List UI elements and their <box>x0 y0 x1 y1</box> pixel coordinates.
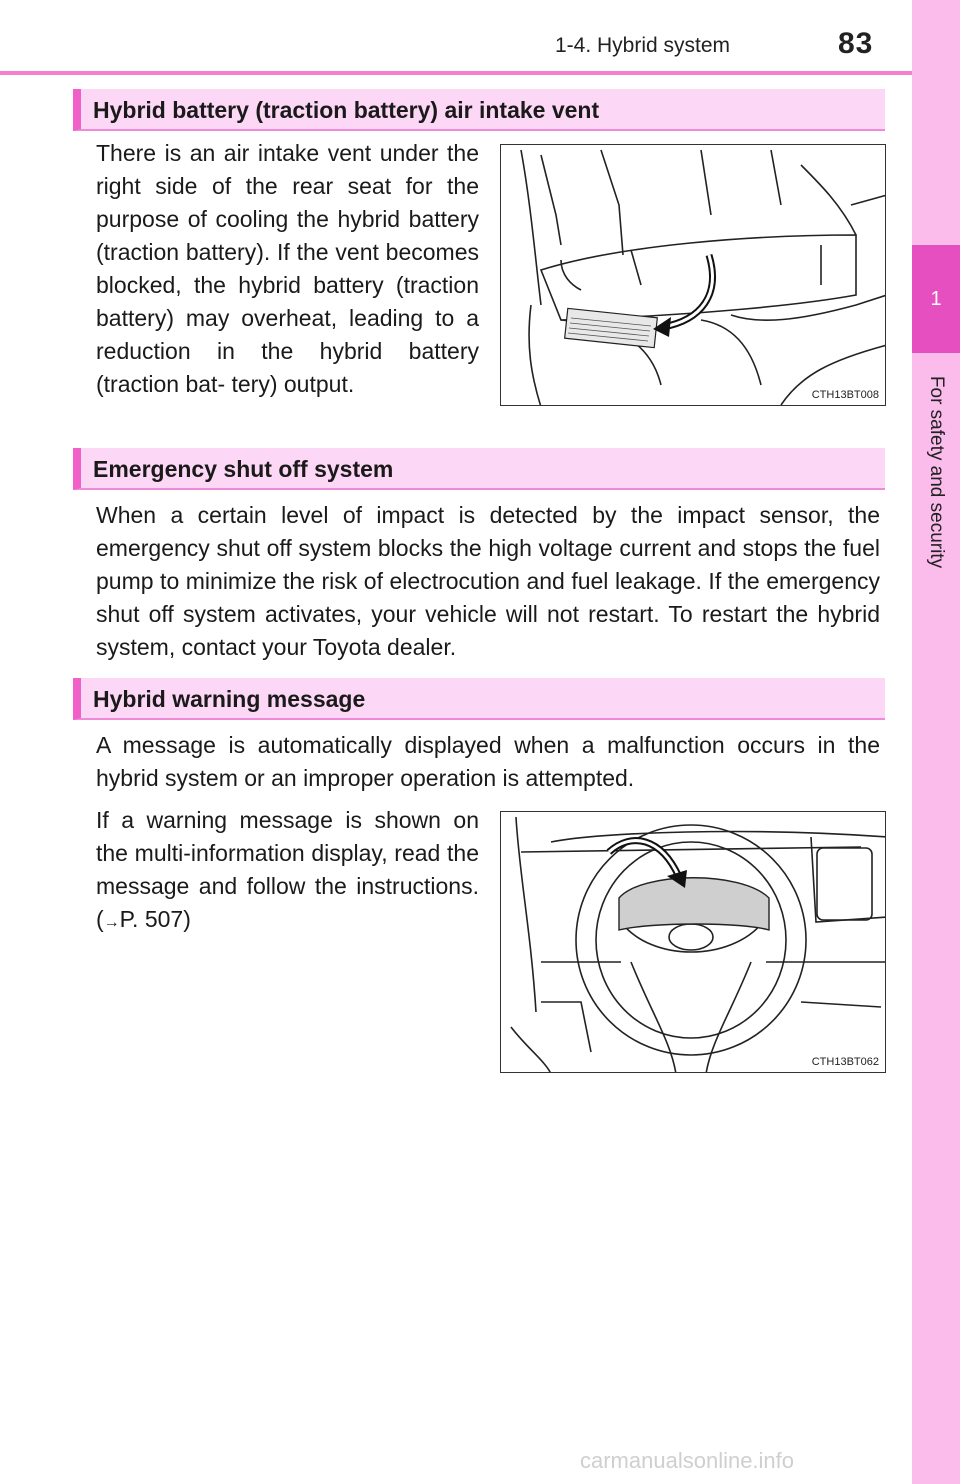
warning-instructions-text: If a warning message is shown on the multi-information display, read the message and follow the instructions. ( <box>96 807 479 932</box>
chapter-number: 1 <box>930 288 942 310</box>
see-page-arrow: → <box>103 914 120 931</box>
section-heading-text: Hybrid warning message <box>93 686 366 712</box>
air-intake-paragraph: There is an air intake vent under the right side of the rear seat for the purpose of cooling the hybrid battery (traction battery). If the vent becomes blocked, the hybrid battery (traction battery) may overheat, leading to a reduction in the hybrid battery (traction bat- tery) output. <box>96 140 479 397</box>
instrument-panel-illustration <box>501 812 886 1073</box>
warning-instructions-paragraph <box>96 804 479 939</box>
header-section-title: 1-4. Hybrid system <box>555 34 731 57</box>
section-heading-warning <box>73 678 885 720</box>
watermark: carmanualsonline.info <box>580 1448 795 1473</box>
section-heading-text: Emergency shut off system <box>93 456 394 482</box>
rear-seat-vent-figure <box>500 144 886 406</box>
emergency-paragraph: When a certain level of impact is detected by the impact sensor, the emergency shut off system blocks the high voltage current and stops the fuel pump to minimize the risk of electrocution and fuel leakage. If the emergency shut off system activates, your vehicle will not restart. To restart the hybrid system, contact your Toyota dealer. <box>96 502 880 660</box>
header-rule <box>0 71 912 75</box>
chapter-label: For safety and security <box>926 375 947 569</box>
section-heading-emergency <box>73 448 885 490</box>
warning-paragraph: A message is automatically displayed when a malfunction occurs in the hybrid system or an improper operation is attempted. <box>96 732 880 791</box>
chapter-side-tab <box>912 0 960 1484</box>
figure-code: CTH13BT008 <box>811 389 879 401</box>
section-heading-text: Hybrid battery (traction battery) air intake vent <box>93 97 600 123</box>
rear-seat-illustration <box>501 145 886 406</box>
section-heading-air-intake <box>73 89 885 131</box>
page-reference-link[interactable]: P. 507) <box>119 906 191 932</box>
instrument-cluster-figure <box>500 811 886 1073</box>
page-number: 83 <box>838 27 874 60</box>
figure-code: CTH13BT062 <box>811 1056 879 1068</box>
